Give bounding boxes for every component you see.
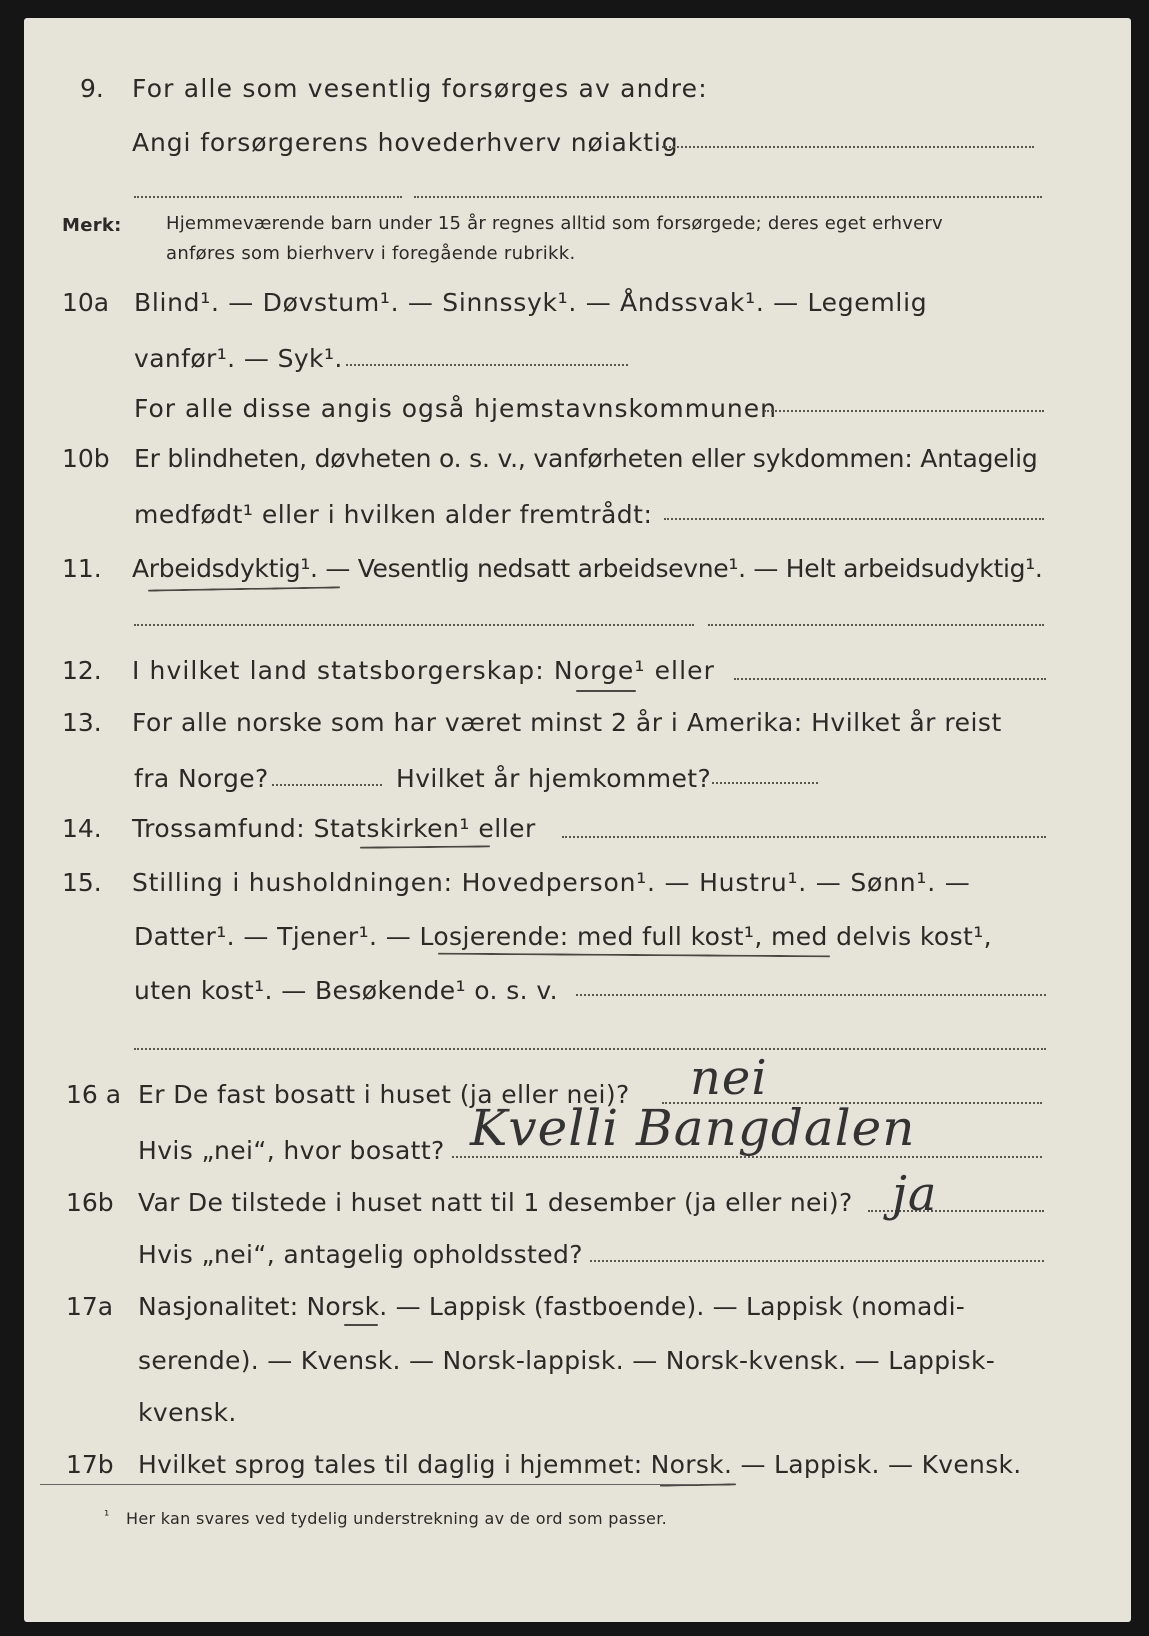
answer-line xyxy=(662,146,1034,148)
item-16b-line-1: Var De tilstede i huset natt til 1 desember (ja eller nei)? xyxy=(138,1188,853,1217)
handwritten-underline xyxy=(576,690,636,692)
item-16a-line-2: Hvis „nei“, hvor bosatt? xyxy=(138,1136,445,1165)
item-15-line-2: Datter¹. — Tjener¹. — Losjerende: med full kost¹, med delvis kost¹, xyxy=(134,922,992,951)
item-10a-line-3: For alle disse angis også hjemstavnskommunen xyxy=(134,394,777,423)
item-15-number: 15. xyxy=(62,868,102,897)
item-17b-line-1: Hvilket sprog tales til daglig i hjemmet: Norsk. — Lappisk. — Kvensk. xyxy=(138,1450,1022,1479)
item-17a-number: 17a xyxy=(66,1292,114,1321)
item-13-line-2a: fra Norge? xyxy=(134,764,269,793)
item-14-number: 14. xyxy=(62,814,102,843)
item-10a-number: 10a xyxy=(62,288,110,317)
answer-line xyxy=(712,782,818,784)
item-17a-line-3: kvensk. xyxy=(138,1398,237,1427)
item-15-line-1: Stilling i husholdningen: Hovedperson¹. — Hustru¹. — Sønn¹. — xyxy=(132,868,971,897)
answer-line xyxy=(708,624,1044,626)
footnote-text: Her kan svares ved tydelig understrekning av de ord som passer. xyxy=(126,1509,668,1528)
item-10a-line-1: Blind¹. — Døvstum¹. — Sinnssyk¹. — Åndssvak¹. — Legemlig xyxy=(134,288,928,317)
answer-line xyxy=(134,624,694,626)
item-14-line-1: Trossamfund: Statskirken¹ eller xyxy=(132,814,536,843)
item-10a-line-2: vanfør¹. — Syk¹. xyxy=(134,344,343,373)
item-16a-line-1: Er De fast bosatt i huset (ja eller nei)? xyxy=(138,1080,630,1109)
item-9-number: 9. xyxy=(80,74,104,103)
item-13-line-2b: Hvilket år hjemkommet? xyxy=(396,764,712,793)
item-17b-number: 17b xyxy=(66,1450,114,1479)
note-line-1: Hjemmeværende barn under 15 år regnes alltid som forsørgede; deres eget erhverv xyxy=(166,213,943,234)
item-9-line-2: Angi forsørgerens hovederhverv nøiaktig xyxy=(132,128,679,157)
item-10b-number: 10b xyxy=(62,444,110,473)
footnote-rule xyxy=(40,1484,700,1485)
answer-line xyxy=(764,410,1044,412)
handwritten-answer-16b: ja xyxy=(892,1166,938,1222)
item-16b-number: 16b xyxy=(66,1188,114,1217)
item-11-line-1: Arbeidsdyktig¹. — Vesentlig nedsatt arbeidsevne¹. — Helt arbeidsudyktig¹. xyxy=(132,554,1043,583)
answer-line xyxy=(134,196,402,198)
answer-line xyxy=(134,1048,1046,1050)
handwritten-answer-16a-2: Kvelli Bangdalen xyxy=(470,1099,916,1157)
answer-line xyxy=(576,994,1046,996)
handwritten-answer-16a-1: nei xyxy=(690,1050,768,1106)
answer-line xyxy=(414,196,1042,198)
item-9-line-1: For alle som vesentlig forsørges av andre: xyxy=(132,74,708,103)
item-10b-line-2: medfødt¹ eller i hvilken alder fremtrådt: xyxy=(134,500,653,529)
item-17a-line-2: serende). — Kvensk. — Norsk-lappisk. — Norsk-kvensk. — Lappisk- xyxy=(138,1346,996,1375)
item-10b-line-1: Er blindheten, døvheten o. s. v., vanførheten eller sykdommen: Antagelig xyxy=(134,444,1038,473)
item-16a-number: 16 a xyxy=(66,1080,122,1109)
note-label: Merk: xyxy=(62,215,122,236)
answer-line xyxy=(562,836,1046,838)
item-17a-line-1: Nasjonalitet: Norsk. — Lappisk (fastboende). — Lappisk (nomadi- xyxy=(138,1292,966,1321)
item-11-number: 11. xyxy=(62,554,102,583)
answer-line xyxy=(664,518,1044,520)
footnote-mark: ¹ xyxy=(104,1509,110,1524)
item-15-line-3: uten kost¹. — Besøkende¹ o. s. v. xyxy=(134,976,558,1005)
item-13-number: 13. xyxy=(62,708,102,737)
item-16b-line-2: Hvis „nei“, antagelig opholdssted? xyxy=(138,1240,583,1269)
answer-line xyxy=(272,784,382,786)
item-12-number: 12. xyxy=(62,656,102,685)
note-line-2: anføres som bierhverv i foregående rubrikk. xyxy=(166,243,576,264)
item-13-line-1: For alle norske som har været minst 2 år i Amerika: Hvilket år reist xyxy=(132,708,1002,737)
item-12-line-1: I hvilket land statsborgerskap: Norge¹ eller xyxy=(132,656,716,685)
handwritten-underline xyxy=(344,1324,378,1326)
answer-line xyxy=(346,364,628,366)
answer-line xyxy=(590,1260,1044,1262)
answer-line xyxy=(734,678,1046,680)
